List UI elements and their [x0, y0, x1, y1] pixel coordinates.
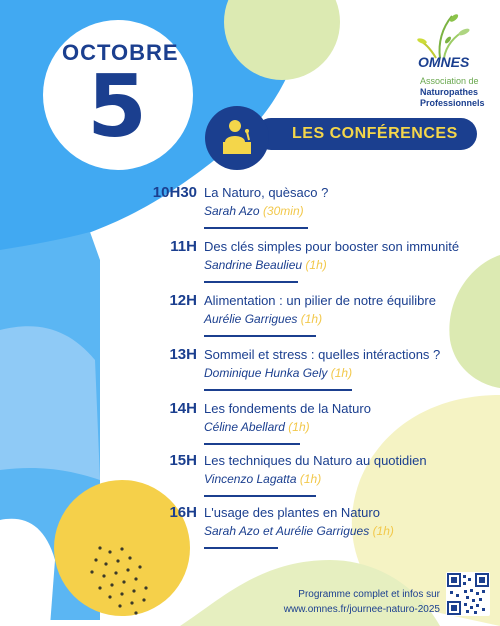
talk-speakers — [204, 258, 327, 272]
talk-title: L'usage des plantes en Naturo — [204, 505, 380, 520]
speaker-podium-icon — [215, 114, 261, 160]
talk-time: 10H30 — [152, 184, 197, 201]
talk-title: Sommeil et stress : quelles intéractions ? — [204, 347, 441, 362]
logo-subtitle — [420, 76, 500, 109]
talk-time: 14H — [169, 400, 197, 417]
talk-speaker: Dominique Hunka Gely — [204, 366, 328, 380]
talk-speaker: Céline Abellard — [204, 420, 285, 434]
talk-speakers — [204, 204, 304, 218]
talk-speakers — [204, 366, 352, 380]
logo-subtitle-line3: Professionnels — [420, 98, 485, 108]
footer-link[interactable]: www.omnes.fr/journee-naturo-2025 — [283, 604, 440, 615]
talk-divider — [204, 495, 316, 497]
talk-speaker-2: Aurélie Garrigues — [275, 524, 370, 538]
talk-title: Les techniques du Naturo au quotidien — [204, 453, 427, 468]
talk-row — [0, 452, 500, 500]
logo-subtitle-line1: Association de — [420, 76, 479, 86]
talk-time: 15H — [169, 452, 197, 469]
talk-speaker: Vincenzo Lagatta — [204, 472, 297, 486]
talk-title: Les fondements de la Naturo — [204, 401, 371, 416]
talk-time: 11H — [170, 238, 197, 255]
talk-row — [0, 346, 500, 394]
talk-row — [0, 400, 500, 448]
logo-name: OMNES — [418, 54, 470, 70]
talk-speaker-and: et — [262, 524, 273, 538]
talk-divider — [204, 443, 300, 445]
section-label: LES CONFÉRENCES — [292, 125, 458, 142]
footer — [230, 587, 440, 617]
date-month: OCTOBRE — [62, 40, 179, 65]
talk-row — [0, 238, 500, 286]
talk-divider — [204, 227, 308, 229]
talk-speakers — [204, 524, 394, 538]
talk-duration: (1h) — [330, 366, 353, 380]
talk-speaker: Sarah Azo — [204, 204, 260, 218]
date-day: 5 — [87, 57, 147, 157]
logo-subtitle-line2: Naturopathes — [420, 87, 479, 97]
talk-duration: (1h) — [305, 258, 327, 272]
talk-time: 13H — [169, 346, 197, 363]
qr-code-icon[interactable] — [446, 572, 490, 616]
talk-speaker: Sandrine Beaulieu — [204, 258, 303, 272]
talk-duration: (1h) — [288, 420, 310, 434]
talk-duration: (1h) — [299, 472, 322, 486]
talk-duration: (1h) — [300, 312, 323, 326]
talk-time: 16H — [169, 504, 197, 521]
qr-code-graphic — [446, 572, 490, 616]
talk-row — [0, 184, 500, 232]
talk-row — [0, 292, 500, 340]
talk-speakers — [204, 420, 310, 434]
footer-line1: Programme complet et infos sur — [298, 589, 440, 600]
talk-speaker: Sarah Azo — [204, 524, 260, 538]
talk-divider — [204, 335, 316, 337]
talk-divider — [204, 547, 278, 549]
talk-divider — [204, 281, 298, 283]
talk-speakers — [204, 312, 322, 326]
talk-speaker: Aurélie Garrigues — [204, 312, 298, 326]
talk-duration: (1h) — [372, 524, 394, 538]
talk-row — [0, 504, 500, 552]
talk-title: Alimentation : un pilier de notre équilibre — [204, 293, 436, 308]
talk-duration: (30min) — [262, 204, 304, 218]
talk-title: Des clés simples pour booster son immunité — [204, 239, 460, 254]
talk-title: La Naturo, quèsaco ? — [204, 185, 329, 200]
talk-speakers — [204, 472, 321, 486]
talk-divider — [204, 389, 352, 391]
talk-time: 12H — [169, 292, 197, 309]
